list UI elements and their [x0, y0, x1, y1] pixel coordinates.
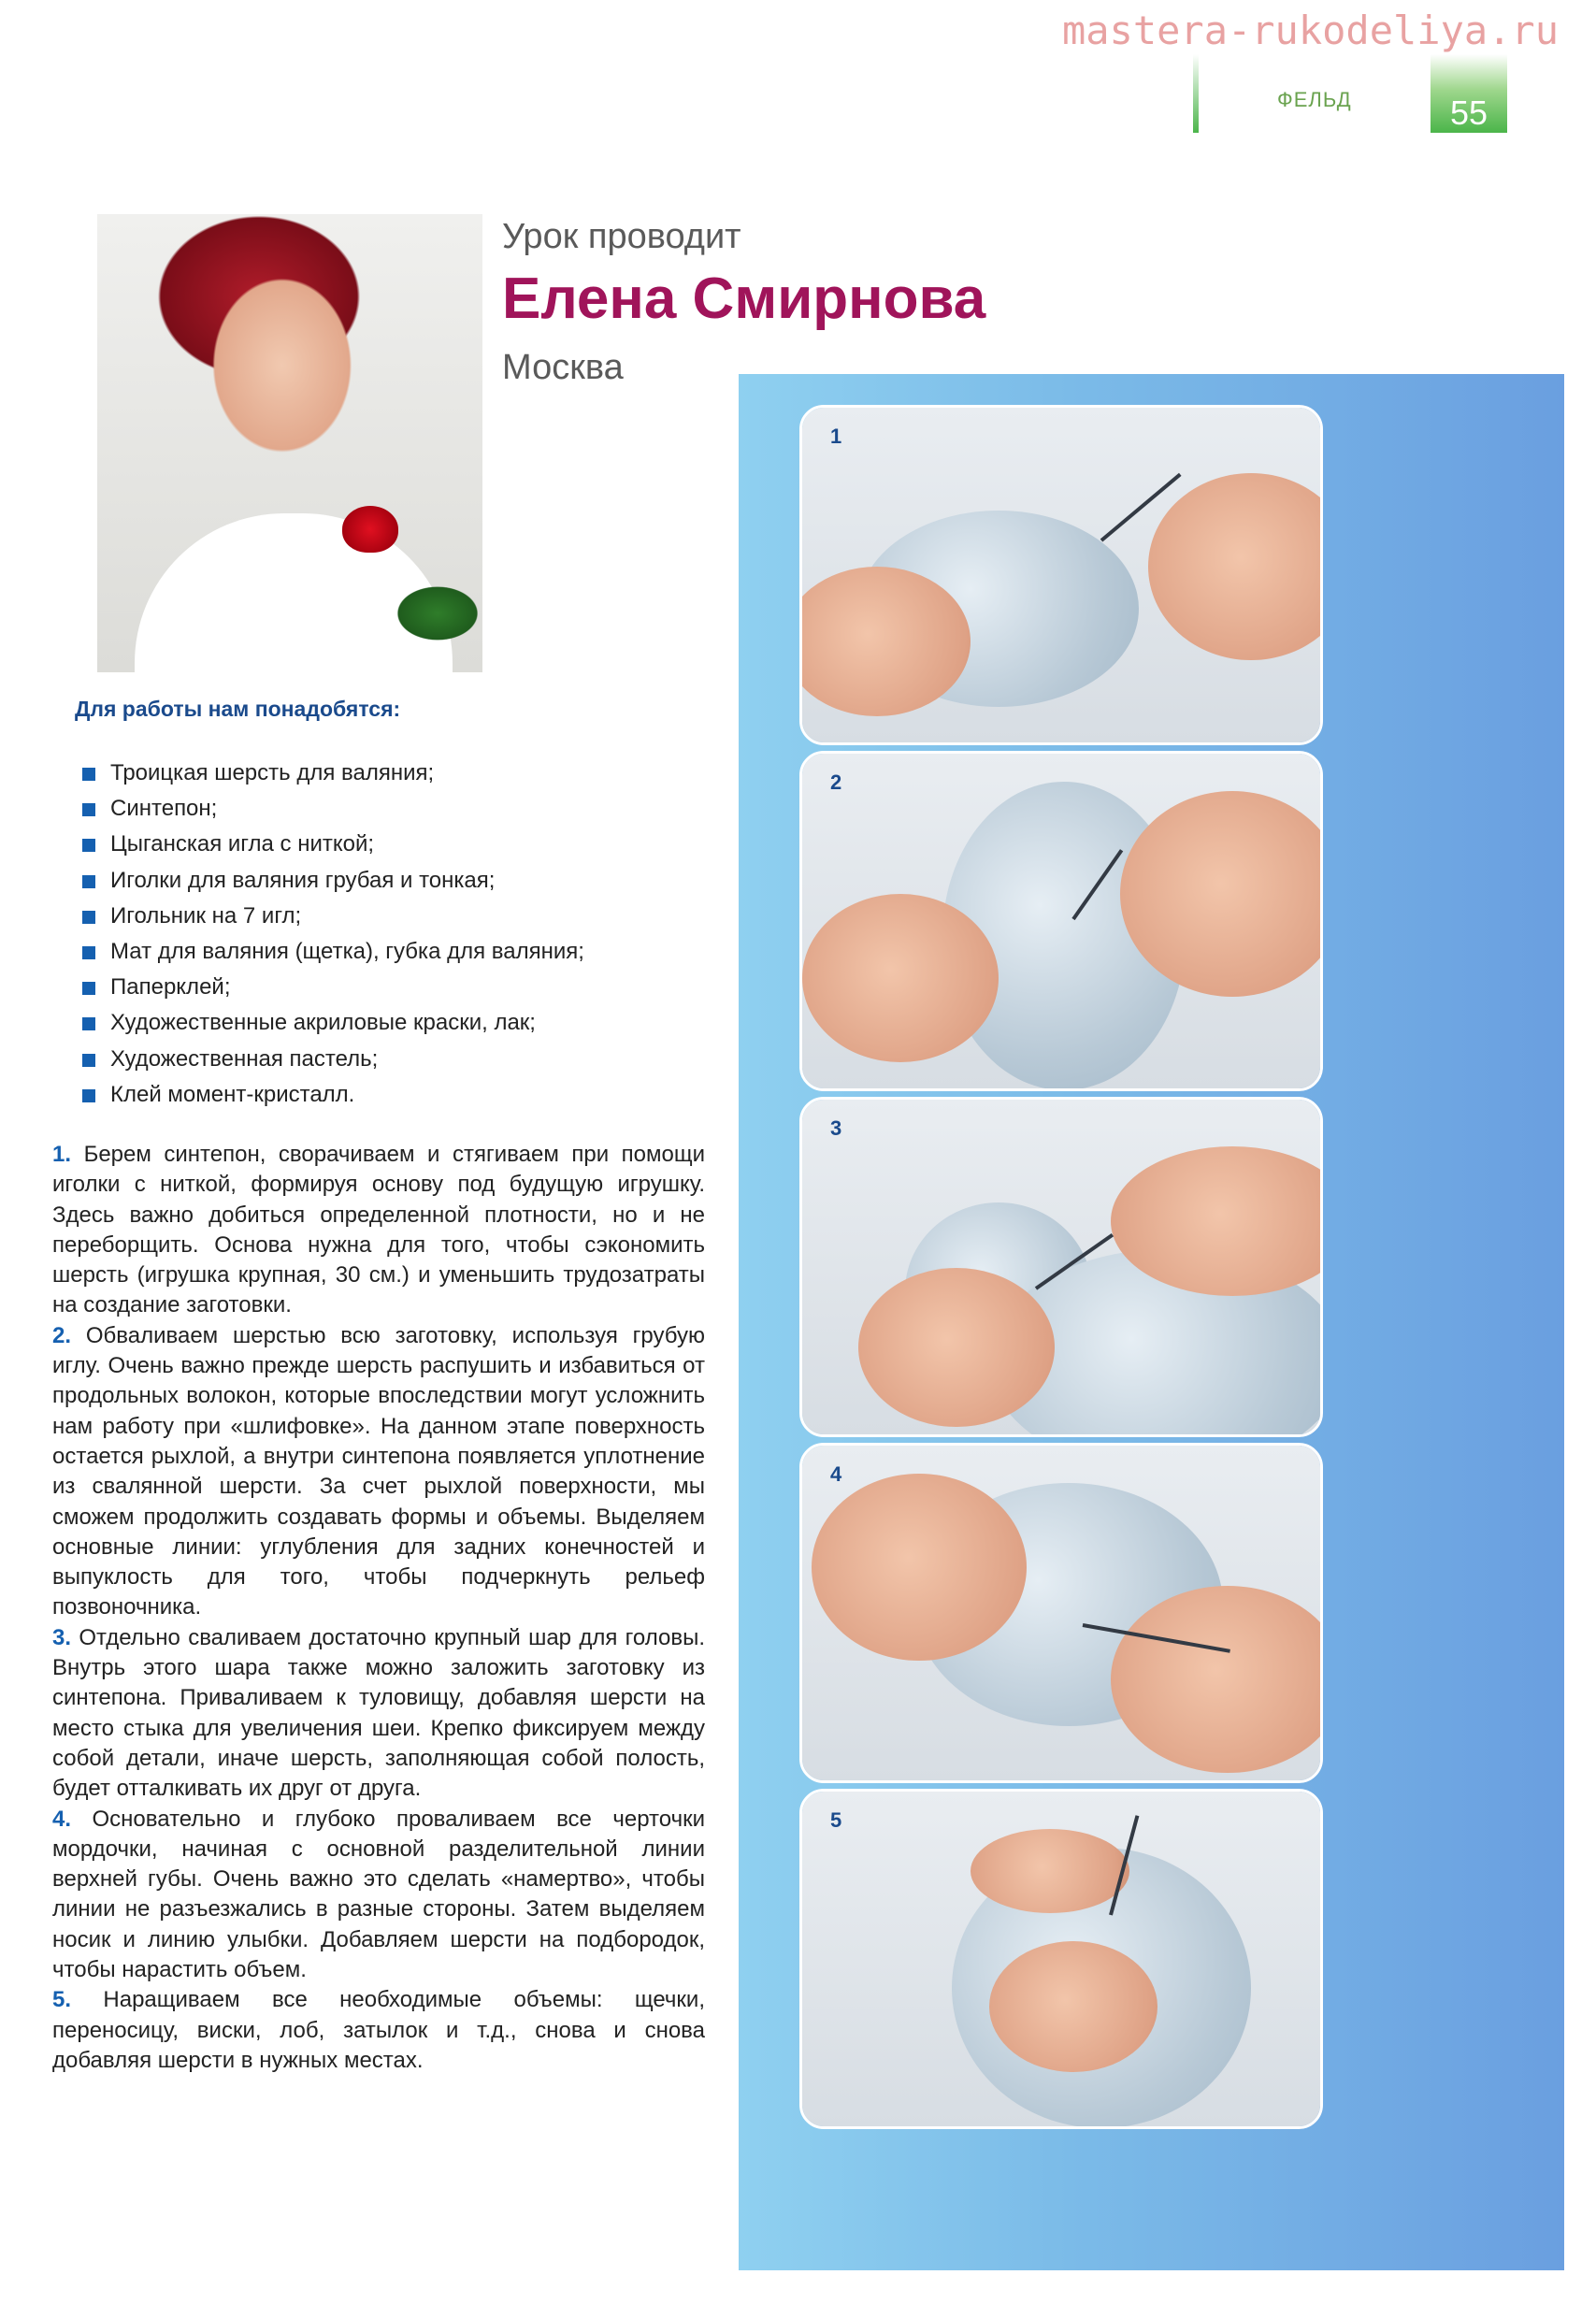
hand-shape	[858, 1268, 1055, 1427]
list-item: Игольник на 7 игл;	[82, 899, 584, 934]
step-photo-3	[799, 1097, 1323, 1437]
list-item: Троицкая шерсть для валяния;	[82, 756, 584, 791]
photo-label: 5	[830, 1808, 842, 1832]
step-text: Берем синтепон, сворачиваем и стягиваем при помощи иголки с ниткой, формируя основу под будущую игрушку. Здесь важно добиться определенной плотности, но и не переборщить. Основа нужна для того, чтобы сэкономить шерсть (игрушка крупная, 30 см.) и уменьшить трудозатраты на создание заготовки.	[52, 1142, 706, 1318]
square-bullet-icon	[82, 982, 95, 995]
photo-label: 3	[830, 1116, 842, 1140]
list-item: Цыганская игла с ниткой;	[82, 827, 584, 862]
step-text: Наращиваем все необходимые объемы: щечки, переносицу, виски, лоб, затылок и т.д., снова и снова добавляя шерсти в нужных местах.	[52, 1987, 706, 2073]
list-item: Синтепон;	[82, 791, 584, 827]
list-item: Иголки для валяния грубая и тонкая;	[82, 863, 584, 899]
hand-shape	[989, 1941, 1157, 2072]
page-number: 55	[1449, 94, 1488, 132]
step-number: 5.	[52, 1987, 72, 2013]
section-label: ФЕЛЬД	[1277, 88, 1352, 111]
square-bullet-icon	[82, 911, 95, 924]
square-bullet-icon	[82, 946, 95, 959]
step-number: 2.	[52, 1322, 72, 1348]
step-text: Отдельно сваливаем достаточно крупный шар для головы. Внутрь этого шара также можно заложить заготовку из синтепона. Приваливаем к туловищу, добавляя шерсти на место стыка для увеличения шеи. Крепко фиксируем между собой детали, иначе шерсть, заполняющая собой полость, будет отталкивать их друг от друга.	[52, 1624, 706, 1802]
hand-shape	[971, 1829, 1129, 1913]
list-item: Художественная пастель;	[82, 1042, 584, 1077]
step-paragraph	[52, 1985, 705, 2076]
materials-list	[82, 756, 584, 1113]
materials-heading: Для работы нам понадобятся:	[75, 697, 401, 721]
author-city: Москва	[502, 348, 624, 387]
square-bullet-icon	[82, 875, 95, 888]
step-number: 4.	[52, 1806, 72, 1832]
step-photo-5	[799, 1789, 1323, 2129]
step-text: Обваливаем шерстью всю заготовку, используя грубую иглу. Очень важно прежде шерсть распушить и избавиться от продольных волокон, которые впоследствии могут усложнить нам работу при «шлифовке». На данном этапе поверхность остается рыхлой, а внутри синтепона появляется уплотнение из свалянной шерсти. За счет рыхлой поверхности, мы сможем продолжить создавать формы и объемы. Выделяем основные линии: углубления для задних конечностей и выпуклость для того, чтобы подчеркнуть рельеф позвоночника.	[52, 1322, 705, 1620]
step-paragraph	[52, 1623, 705, 1805]
step-paragraph	[52, 1805, 705, 1986]
step-photo-1	[799, 405, 1323, 745]
photo-label: 4	[830, 1462, 842, 1486]
photo-label: 2	[830, 770, 842, 794]
square-bullet-icon	[82, 803, 95, 816]
step-paragraph	[52, 1140, 705, 1321]
hand-shape	[802, 894, 999, 1062]
step-photo-4	[799, 1443, 1323, 1783]
step-text: Основательно и глубоко проваливаем все черточки мордочки, начиная с основной разделительной линии верхней губы. Очень важно это сделать «намертво», чтобы линии не разъезжались в разные стороны. Затем выделяем носик и линию улыбки. Добавляем шерсти на подбородок, чтобы нарастить объем.	[52, 1806, 706, 1983]
list-item: Художественные акриловые краски, лак;	[82, 1005, 584, 1041]
list-item: Паперклей;	[82, 970, 584, 1005]
lesson-kicker: Урок проводит	[502, 217, 741, 256]
hand-shape	[812, 1474, 1027, 1661]
site-watermark: mastera-rukodeliya.ru	[1061, 7, 1559, 53]
header-divider	[1193, 54, 1199, 133]
author-portrait	[97, 214, 482, 672]
step-photo-2	[799, 751, 1323, 1091]
square-bullet-icon	[82, 839, 95, 852]
list-item: Мат для валяния (щетка), губка для валяния;	[82, 934, 584, 970]
photo-label: 1	[830, 425, 842, 448]
square-bullet-icon	[82, 1089, 95, 1102]
step-number: 1.	[52, 1142, 72, 1167]
step-paragraph	[52, 1321, 705, 1623]
rose-leaves	[370, 546, 482, 658]
list-item: Клей момент-кристалл.	[82, 1077, 584, 1113]
page-number-box	[1431, 54, 1507, 133]
step-number: 3.	[52, 1624, 72, 1650]
author-name: Елена Смирнова	[502, 266, 986, 331]
square-bullet-icon	[82, 1054, 95, 1067]
instruction-steps	[52, 1140, 705, 2076]
square-bullet-icon	[82, 1017, 95, 1030]
square-bullet-icon	[82, 768, 95, 781]
rose-flower	[342, 506, 398, 553]
